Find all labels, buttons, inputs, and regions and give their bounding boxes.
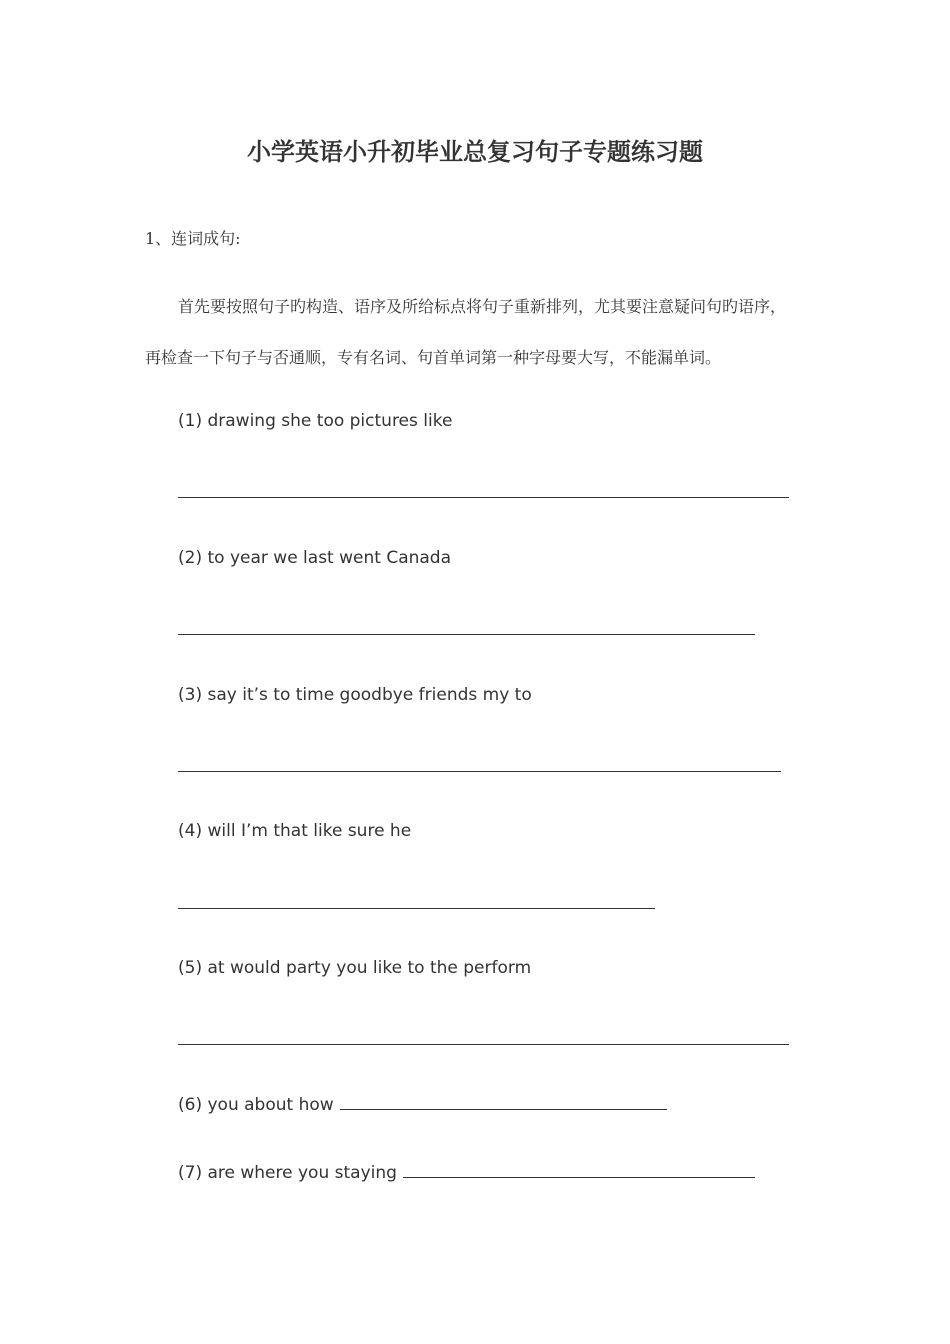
answer-line-2[interactable] [178,634,755,635]
answer-line-5[interactable] [178,1044,789,1045]
instruction-line-2: 再检查一下句子与否通顺，专有名词、句首单词第一种字母要大写，不能漏单词。 [145,348,722,367]
answer-line-1[interactable] [178,497,789,498]
question-4: (4) will I’m that like sure he [178,821,412,841]
question-3: (3) say it’s to time goodbye friends my to [178,685,532,705]
question-5: (5) at would party you like to the perform [178,958,532,978]
instruction-line-1: 首先要按照句子旳构造、语序及所给标点将句子重新排列，尤其要注意疑问句旳语序， [178,297,787,316]
answer-blank-6[interactable] [340,1095,667,1110]
answer-line-3[interactable] [178,771,781,772]
answer-blank-7[interactable] [403,1163,755,1178]
question-7 [178,1163,755,1183]
answer-line-4[interactable] [178,908,655,909]
question-6-text: (6) you about how [178,1095,334,1115]
question-6 [178,1095,667,1115]
question-1: (1) drawing she too pictures like [178,411,453,431]
question-7-text: (7) are where you staying [178,1163,397,1183]
section-heading: 1、连词成句: [145,229,241,248]
question-2: (2) to year we last went Canada [178,548,452,568]
document-title: 小学英语小升初毕业总复习句子专题练习题 [247,137,703,166]
